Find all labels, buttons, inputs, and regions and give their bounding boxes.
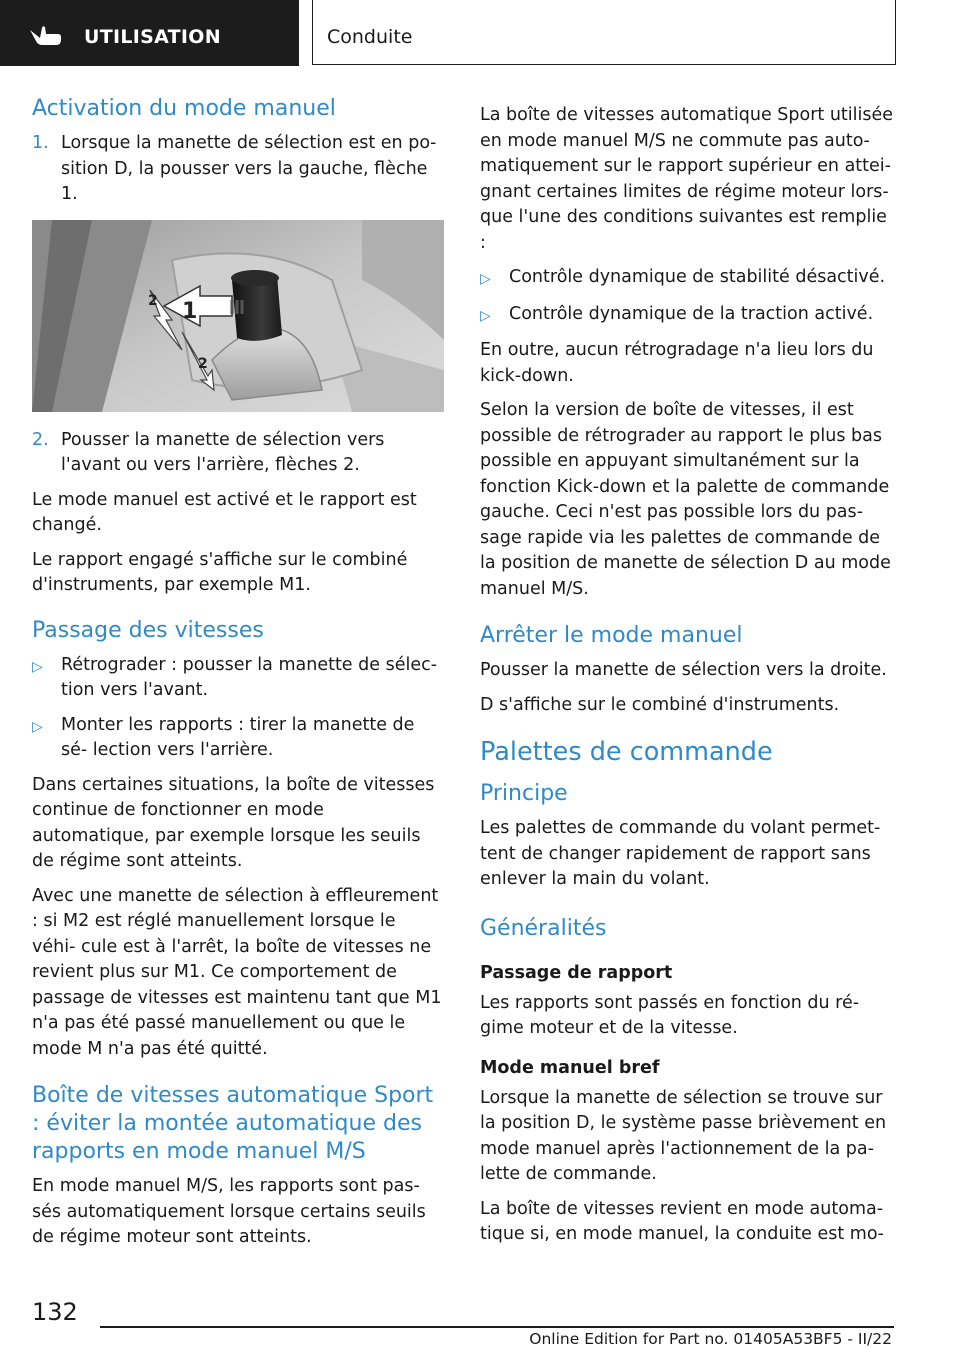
triangle-bullet-icon: ▷ [480, 271, 491, 287]
paragraph: Avec une manette de sélection à effleurement : si M2 est réglé manuellement lorsque le véhi‐ cule est à l'arrêt, la boîte de vitesses ne revient plus sur M1. Ce comportement de passage de vitesses est maintenu tant que M1 n'a pas été passé manuellement ou que le mode M n'a pas été quitté. [32, 885, 442, 1059]
left-column [32, 95, 444, 1260]
list-item-text: Contrôle dynamique de stabilité désactivé. [509, 267, 886, 287]
heading-arreter: Arrêter le mode manuel [480, 623, 743, 648]
paragraph: Les rapports sont passés en fonction du ré‐ gime moteur et de la vitesse. [480, 992, 860, 1038]
step-number: 1. [32, 133, 49, 153]
step-1 [32, 131, 444, 208]
paragraph: Lorsque la manette de sélection se trouve sur la position D, le système passe brièvement en mode manuel après l'actionnement de la pa‐ lette de commande. [480, 1087, 887, 1184]
triangle-bullet-icon: ▷ [480, 307, 491, 324]
paragraph: La boîte de vitesses automatique Sport utilisée en mode manuel M/S ne commute pas auto‐ matiquement sur le rapport supérieur en attei‐ gnant certaines limites de régime moteur lors‐ que l'une des conditions suivantes est remplie : [480, 105, 894, 253]
figure-label-2a: 2 [148, 292, 158, 309]
triangle-bullet-icon: ▷ [32, 658, 43, 675]
step-text: Pousser la manette de sélection vers l'avant ou vers l'arrière, flèches 2. [61, 429, 385, 475]
list-item [480, 265, 898, 293]
chapter-tab [312, 0, 896, 65]
bullet-list [480, 265, 898, 329]
heading-activation: Activation du mode manuel [32, 96, 336, 121]
figure-label-1: 1 [182, 298, 198, 324]
subheading-mode-bref: Mode manuel bref [480, 1057, 660, 1078]
paragraph: Selon la version de boîte de vitesses, il est possible de rétrograder au rapport le plus bas possible en appuyant simultanément sur la fonction Kick-down et la palette de commande gauche. Ceci n'est pas possible lors du pas‐ sage rapide via les palettes de commande de la position de manette de sélection D au mode manuel M/S. [480, 400, 891, 599]
step-number: 2. [32, 429, 49, 450]
heading-passage: Passage des vitesses [32, 617, 264, 643]
section-title: UTILISATION [84, 26, 221, 48]
paragraph: Le mode manuel est activé et le rapport est changé. [32, 489, 417, 535]
figure-label-2b: 2 [198, 355, 208, 372]
heading-palettes: Palettes de commande [480, 737, 773, 767]
paragraph: En outre, aucun rétrogradage n'a lieu lors du kick-down. [480, 340, 874, 386]
section-tab [0, 0, 299, 66]
paragraph: Les palettes de commande du volant permet‐ tent de changer rapidement de rapport sans enlever la main du volant. [480, 818, 881, 889]
list-item-text: Rétrograder : pousser la manette de sélec‐ tion vers l'avant. [61, 654, 438, 700]
step-text: Lorsque la manette de sélection est en po‐ sition D, la pousser vers la gauche, flèche 1. [61, 133, 437, 204]
list-item-text: Monter les rapports : tirer la manette de sé‐ lection vers l'arrière. [61, 714, 415, 760]
paragraph: Pousser la manette de sélection vers la droite. [480, 660, 887, 680]
heading-boite-sport: Boîte de vitesses automatique Sport : éviter la montée automatique des rapports en mode manuel M/S [32, 1083, 434, 1164]
heading-principe: Principe [480, 781, 568, 806]
chapter-title: Conduite [327, 26, 413, 48]
list-item-text: Contrôle dynamique de la traction activé. [509, 303, 874, 324]
right-column [480, 103, 898, 1257]
triangle-bullet-icon: ▷ [32, 718, 43, 735]
bullet-list [32, 653, 444, 764]
list-item [32, 653, 444, 704]
subheading-passage-rapport: Passage de rapport [480, 962, 673, 983]
page-number: 132 [32, 1298, 78, 1326]
list-item [32, 713, 444, 764]
heading-generalites: Généralités [480, 915, 607, 941]
paragraph: La boîte de vitesses revient en mode automa‐ tique si, en mode manuel, la conduite est mo‐ [480, 1198, 884, 1244]
paragraph: Le rapport engagé s'affiche sur le combiné d'instruments, par exemple M1. [32, 549, 408, 595]
edition-note: Online Edition for Part no. 01405A53BF5 - II/22 [529, 1330, 892, 1348]
paragraph: En mode manuel M/S, les rapports sont pas‐ sés automatiquement lorsque certains seuils de régime moteur sont atteints. [32, 1176, 426, 1247]
gear-selector-photo [32, 220, 444, 412]
paragraph: D s'affiche sur le combiné d'instruments. [480, 694, 840, 715]
step-2 [32, 428, 444, 479]
hand-pointer-icon [28, 22, 64, 48]
list-item [480, 302, 898, 330]
footer-divider [100, 1326, 894, 1328]
paragraph: Dans certaines situations, la boîte de vitesses continue de fonctionner en mode automatique, par exemple lorsque les seuils de régime sont atteints. [32, 774, 435, 871]
